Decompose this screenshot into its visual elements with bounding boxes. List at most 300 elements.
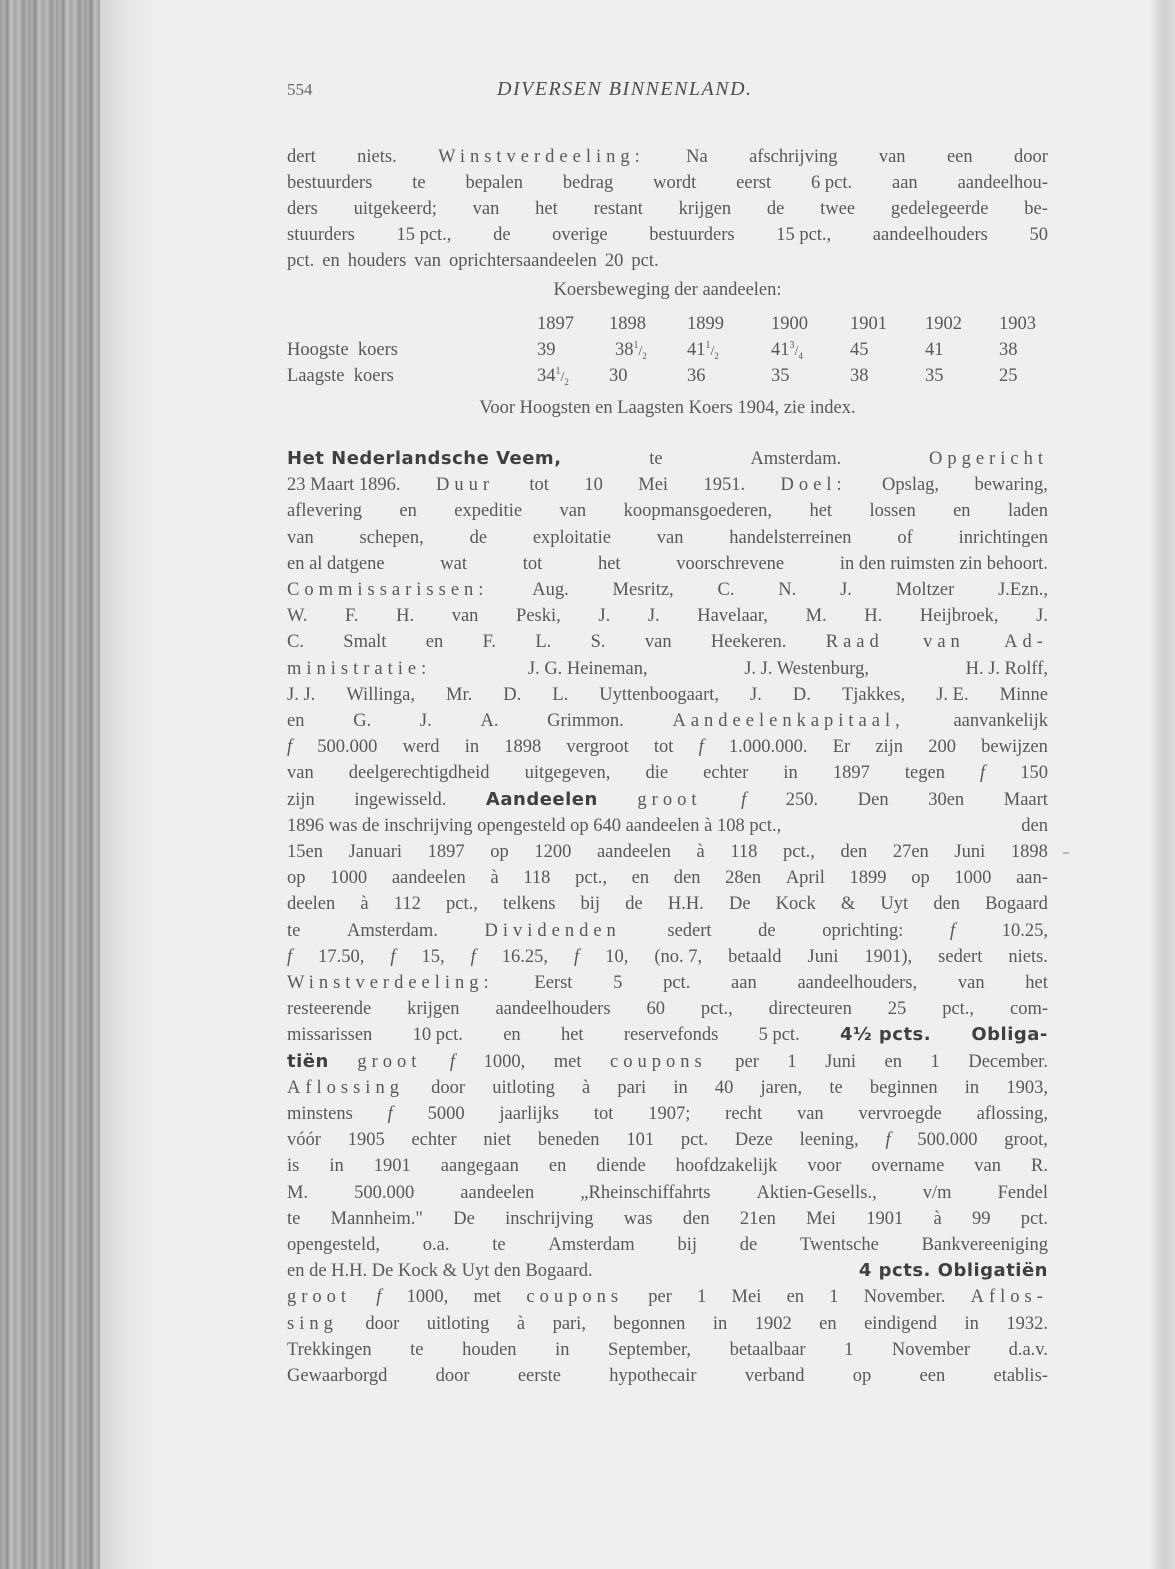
word: bij [677,1235,697,1255]
word: J. [750,684,762,705]
word: 1897 [832,763,870,784]
word: de [493,225,511,245]
word: door [431,1077,466,1098]
word: lossen [869,501,916,522]
word: Uyt [880,894,909,915]
word: 1903, [1006,1077,1048,1098]
word: en [819,1313,837,1334]
word: houders [347,251,407,271]
word: het [809,501,833,522]
word: is [287,1156,300,1177]
word: de [758,920,776,941]
word: Fendel [997,1182,1048,1203]
word: van [957,973,985,993]
word: en [425,632,444,653]
word: Amsterdam [548,1235,635,1255]
word: en [503,1025,521,1046]
word: L. [552,684,569,705]
word: 4 pcts. Obligatiën [858,1260,1048,1282]
text-line [287,145,1048,169]
word: pct. [631,251,659,271]
word: niets. [357,147,397,167]
word: 28en [725,868,762,889]
word: bestuurders [649,225,735,245]
word: betaalbaar [729,1339,806,1360]
word: Commissarissen: [287,580,489,600]
word: sedert [667,920,712,941]
year-header: 1897 [537,314,574,334]
word: Amsterdam. [750,449,842,469]
text-line [287,1364,1048,1388]
word: November [891,1339,971,1360]
price-cell: $41^1/_2$ [687,340,719,361]
word: sing [287,1313,338,1334]
price-cell: 39 [537,340,556,360]
word: à [933,1208,942,1229]
word: de [625,894,643,915]
word: Het Nederlandsche Veem, [287,448,562,469]
word: 1898 [1010,842,1048,862]
word: Willinga, [346,684,415,705]
word: à [582,1077,591,1098]
word: Juni [954,842,986,862]
text-line [287,1285,1048,1309]
word: Havelaar, [697,606,768,627]
word: en [399,501,417,522]
word: C. [287,632,304,653]
word: van [974,1156,1002,1177]
word: afschrijving [749,147,838,167]
word: van [287,763,314,784]
word: Moltzer [895,580,955,600]
word: koopmansgoederen, [623,501,773,522]
word: com- [1009,999,1048,1020]
word: & [840,894,856,915]
word: 1951. [703,475,746,496]
word: echter [703,763,749,784]
page-number: 554 [287,80,313,99]
text-line [287,1050,1048,1074]
word: coupons [526,1287,624,1308]
word: J. G. Heineman, [527,658,648,679]
word: Uyttenboogaart, [599,684,719,705]
word: of [897,527,913,548]
word: houden [462,1339,517,1360]
text-line [287,866,1048,890]
word: f [376,1287,382,1308]
word: begonnen [613,1313,686,1334]
word: overname [871,1156,945,1177]
word: deelgerechtigdheid [348,763,490,784]
word: te [287,920,301,941]
word: 112 [393,894,421,915]
word: Er [832,737,851,758]
row-label: Hoogste koers [287,340,398,360]
word: Deze [734,1130,773,1151]
word: een [946,147,973,167]
word: H. J. Rolff, [965,658,1048,679]
word: Aflos- [970,1287,1048,1308]
word: 1 [829,1287,839,1308]
word: in [673,1077,688,1098]
word: van [559,501,587,522]
word: dert [287,147,316,167]
word: Mei [806,1208,836,1229]
table-note: Voor Hoogsten en Laagsten Koers 1904, zie index. [479,398,856,418]
word: à [516,1313,526,1334]
word: 200 [928,737,956,758]
word: op [287,868,306,889]
word: Juni [825,1051,857,1072]
word: en [953,501,971,522]
word: missarissen [287,1025,373,1046]
gutter-shadow [100,0,160,1569]
table-caption: Koersbeweging der aandeelen: [553,280,782,300]
word: 1 [844,1339,854,1360]
word: jaarlijks [499,1104,559,1124]
word: 10, [605,946,629,967]
word: v/m [922,1182,952,1203]
word: 21en [739,1208,776,1229]
word: f [741,789,747,810]
word: aandeelhouders [872,225,988,245]
word: pct., [575,868,607,889]
word: Aandeelen [485,788,598,810]
word: te [287,1208,301,1229]
word: Eerst [534,973,573,993]
word: 20 [604,251,624,271]
word: H. [396,606,415,627]
text-line [287,604,1048,628]
word: handelsterreinen [729,527,852,548]
word: W. [287,606,308,627]
word: pct. [287,251,315,271]
text-line [287,1259,1048,1283]
word: Aug. [532,580,569,600]
word: niet [483,1130,512,1151]
word: het [1025,973,1048,993]
word: groot [287,1287,352,1308]
word: Mannheim." [330,1208,423,1229]
year-header: 1901 [850,314,887,334]
year-header: 1898 [609,314,646,334]
word: „Rheinschiffahrts [580,1182,711,1203]
text-line [287,735,1048,759]
word: en [548,1156,567,1177]
word: beginnen [869,1077,938,1098]
word: van [472,199,500,219]
text-line [287,197,1048,221]
word: voorschrevene [676,553,785,574]
word: 99 [971,1208,991,1229]
text-line [287,473,1048,497]
word: pct. [680,1130,709,1151]
word: aflevering [287,501,362,522]
word: den [933,894,961,915]
word: Duur [435,475,494,496]
word: jaren, [760,1077,803,1098]
word: hoofdzakelijk [675,1156,778,1177]
text-line [287,971,1048,995]
word: laden [1007,501,1048,522]
word: 4½ pcts. [839,1024,932,1046]
word: f [950,920,956,941]
word: van [644,632,672,653]
word: 1897 [427,842,465,862]
text-line [287,1207,1048,1231]
word: aandeelen [596,842,671,862]
word: 1907; [648,1104,691,1124]
word: in [329,1156,344,1177]
word: in [555,1339,570,1360]
word: te [649,449,663,469]
page-edge-shadow [1149,0,1175,1569]
word: recht [725,1104,763,1124]
word: Bankvereeniging [921,1235,1048,1255]
word: 1932. [1006,1313,1048,1334]
text-line [287,1233,1048,1257]
word: 10 pct. [412,1025,463,1046]
word: Twentsche [799,1235,879,1255]
word: was [623,1208,653,1229]
word: te [412,173,426,193]
word: die [645,763,669,784]
word: etablis- [993,1366,1048,1386]
word: betaald [728,946,782,967]
word: reservefonds [623,1025,719,1046]
word: en [631,868,650,889]
year-header: 1900 [771,314,808,334]
word: 250. [785,789,819,810]
word: resteerende [287,999,372,1020]
word: J. [647,606,660,627]
word: Kock [775,894,816,915]
word: N. [778,580,797,600]
word: Amsterdam. [346,920,438,941]
text-line [287,223,1048,247]
word: krijgen [678,199,732,219]
word: April [785,868,825,889]
word: met [473,1287,502,1308]
word: pct., [700,999,733,1020]
word: Gewaarborgd [287,1366,388,1386]
word: wat [440,553,468,574]
word: De [728,894,751,915]
word: 15 pct., [776,225,832,245]
word: de [739,1235,758,1255]
book-page [287,0,1048,1569]
word: f [390,946,396,967]
text-line [287,1128,1048,1152]
word: bewaring, [974,475,1048,496]
word: Obliga- [971,1024,1048,1046]
word: f [287,737,293,758]
price-cell: $34^1/_2$ [537,366,569,387]
word: restant [593,199,643,219]
word: aandeelhou- [957,173,1048,193]
word: 500.000 [354,1182,415,1203]
word: Aktien-Gesells., [756,1182,877,1203]
word: (no. 7, [654,946,703,967]
word: 5000 [427,1104,465,1124]
word: Mr. [446,684,473,705]
word: Opgericht [928,449,1048,469]
word: Opslag, [882,475,940,496]
word: J. [1036,606,1048,627]
word: stuurders [287,225,355,245]
word: 16.25, [501,946,549,967]
word: leening, [799,1130,859,1151]
word: 5 pct. [758,1025,800,1046]
word: tot [529,475,549,496]
word: voor [807,1156,842,1177]
word: 50 [1029,225,1048,245]
word: te [829,1077,843,1098]
word: September, [608,1339,692,1360]
word: f [287,946,293,967]
word: Ad- [1004,632,1048,653]
word: aflossing, [976,1104,1048,1124]
word: d.a.v. [1008,1339,1048,1360]
text-line [287,919,1048,943]
word: Den [857,789,889,810]
word: vóór [287,1130,321,1151]
word: November. [863,1287,946,1308]
word: echter [411,1130,457,1151]
word: o.a. [422,1235,450,1255]
word: f [387,1104,393,1124]
word: 23 Maart 1896. [287,475,401,496]
text-line [287,1312,1048,1336]
word: Mei [731,1287,762,1308]
word: zijn [287,789,315,810]
word: door [365,1313,400,1334]
word: pari, [552,1313,586,1334]
word: te [492,1235,506,1255]
word: 150 [1020,763,1048,784]
text-line [287,683,1048,707]
word: J. [598,606,611,627]
word: beneden [537,1130,600,1151]
word: Januari [348,842,403,862]
word: J. J. Westenburg, [744,658,869,679]
word: 1200 [534,842,572,862]
word: 101 [626,1130,655,1151]
word: van [923,632,965,653]
word: 27en [892,842,929,862]
word: minstens [287,1104,353,1124]
word: 60 [646,999,665,1020]
word: Mesritz, [612,580,674,600]
word: het [535,199,558,219]
word: den [1021,815,1048,836]
word: Maart [1003,789,1048,810]
running-title: DIVERSEN BINNENLAND. [497,78,753,100]
word: uitloting [426,1313,490,1334]
word: per [735,1051,759,1072]
word: aandeelhouders, [797,973,918,993]
word: en [786,1287,805,1308]
word: Grimmon. [547,711,624,731]
word: inschrijving [505,1208,594,1229]
word: een [919,1366,946,1386]
text-line [287,709,1048,733]
word: eerst [736,173,772,193]
word: telkens [503,894,556,915]
word: aangegaan [440,1156,519,1177]
word: directeuren [768,999,852,1020]
word: exploitatie [532,527,611,548]
word: Aandeelenkapitaal, [672,711,905,731]
word: 5 [613,973,623,993]
text-line [287,1076,1048,1100]
word: verband [744,1366,805,1386]
word: en al datgene [287,553,385,574]
word: 17.50, [318,946,365,967]
price-cell: 38 [999,340,1018,360]
word: Mei [638,475,669,496]
word: door [1014,147,1048,167]
word: 1898 [504,737,542,758]
word: het [597,553,621,574]
word: 30en [928,789,965,810]
word: A. [480,711,499,731]
word: pct. [1020,1208,1048,1229]
word: Smalt [343,632,387,653]
word: op [911,868,930,889]
word: bepalen [465,173,523,193]
word: aan [731,973,757,993]
text-line [287,761,1048,785]
word: Peski, [516,606,561,627]
row-label: Laagste koers [287,366,394,386]
word: Juni [807,946,839,967]
word: deelen [287,894,336,915]
word: aan- [1016,868,1048,889]
price-cell: 45 [850,340,869,360]
word: 40 [714,1077,734,1098]
word: Dividenden [484,920,621,941]
word: en [322,251,340,271]
word: f [980,763,986,784]
word: per [648,1287,672,1308]
word: 1.000.000. [728,737,808,758]
word: à [490,868,499,889]
text-line [287,840,1048,864]
word: à [360,894,369,915]
word: f [698,737,704,758]
word: van [451,606,479,627]
word: in den ruimsten zin behoort. [839,553,1048,574]
word: en [287,711,305,731]
word: den [682,1208,710,1229]
word: 1000, [406,1287,449,1308]
word: krijgen [407,999,460,1020]
word: 1902 [754,1313,792,1334]
word: uitloting [492,1077,555,1098]
price-cell: 35 [771,366,790,386]
word: L. [535,632,552,653]
text-line [287,1102,1048,1126]
word: be- [1024,199,1048,219]
word: in [464,737,480,758]
word: den [673,868,701,889]
word: bestuurders [287,173,373,193]
word: aandeelen [391,868,466,889]
year-header: 1899 [687,314,724,334]
word: pct. [663,973,691,993]
word: 10.25, [1001,920,1048,941]
